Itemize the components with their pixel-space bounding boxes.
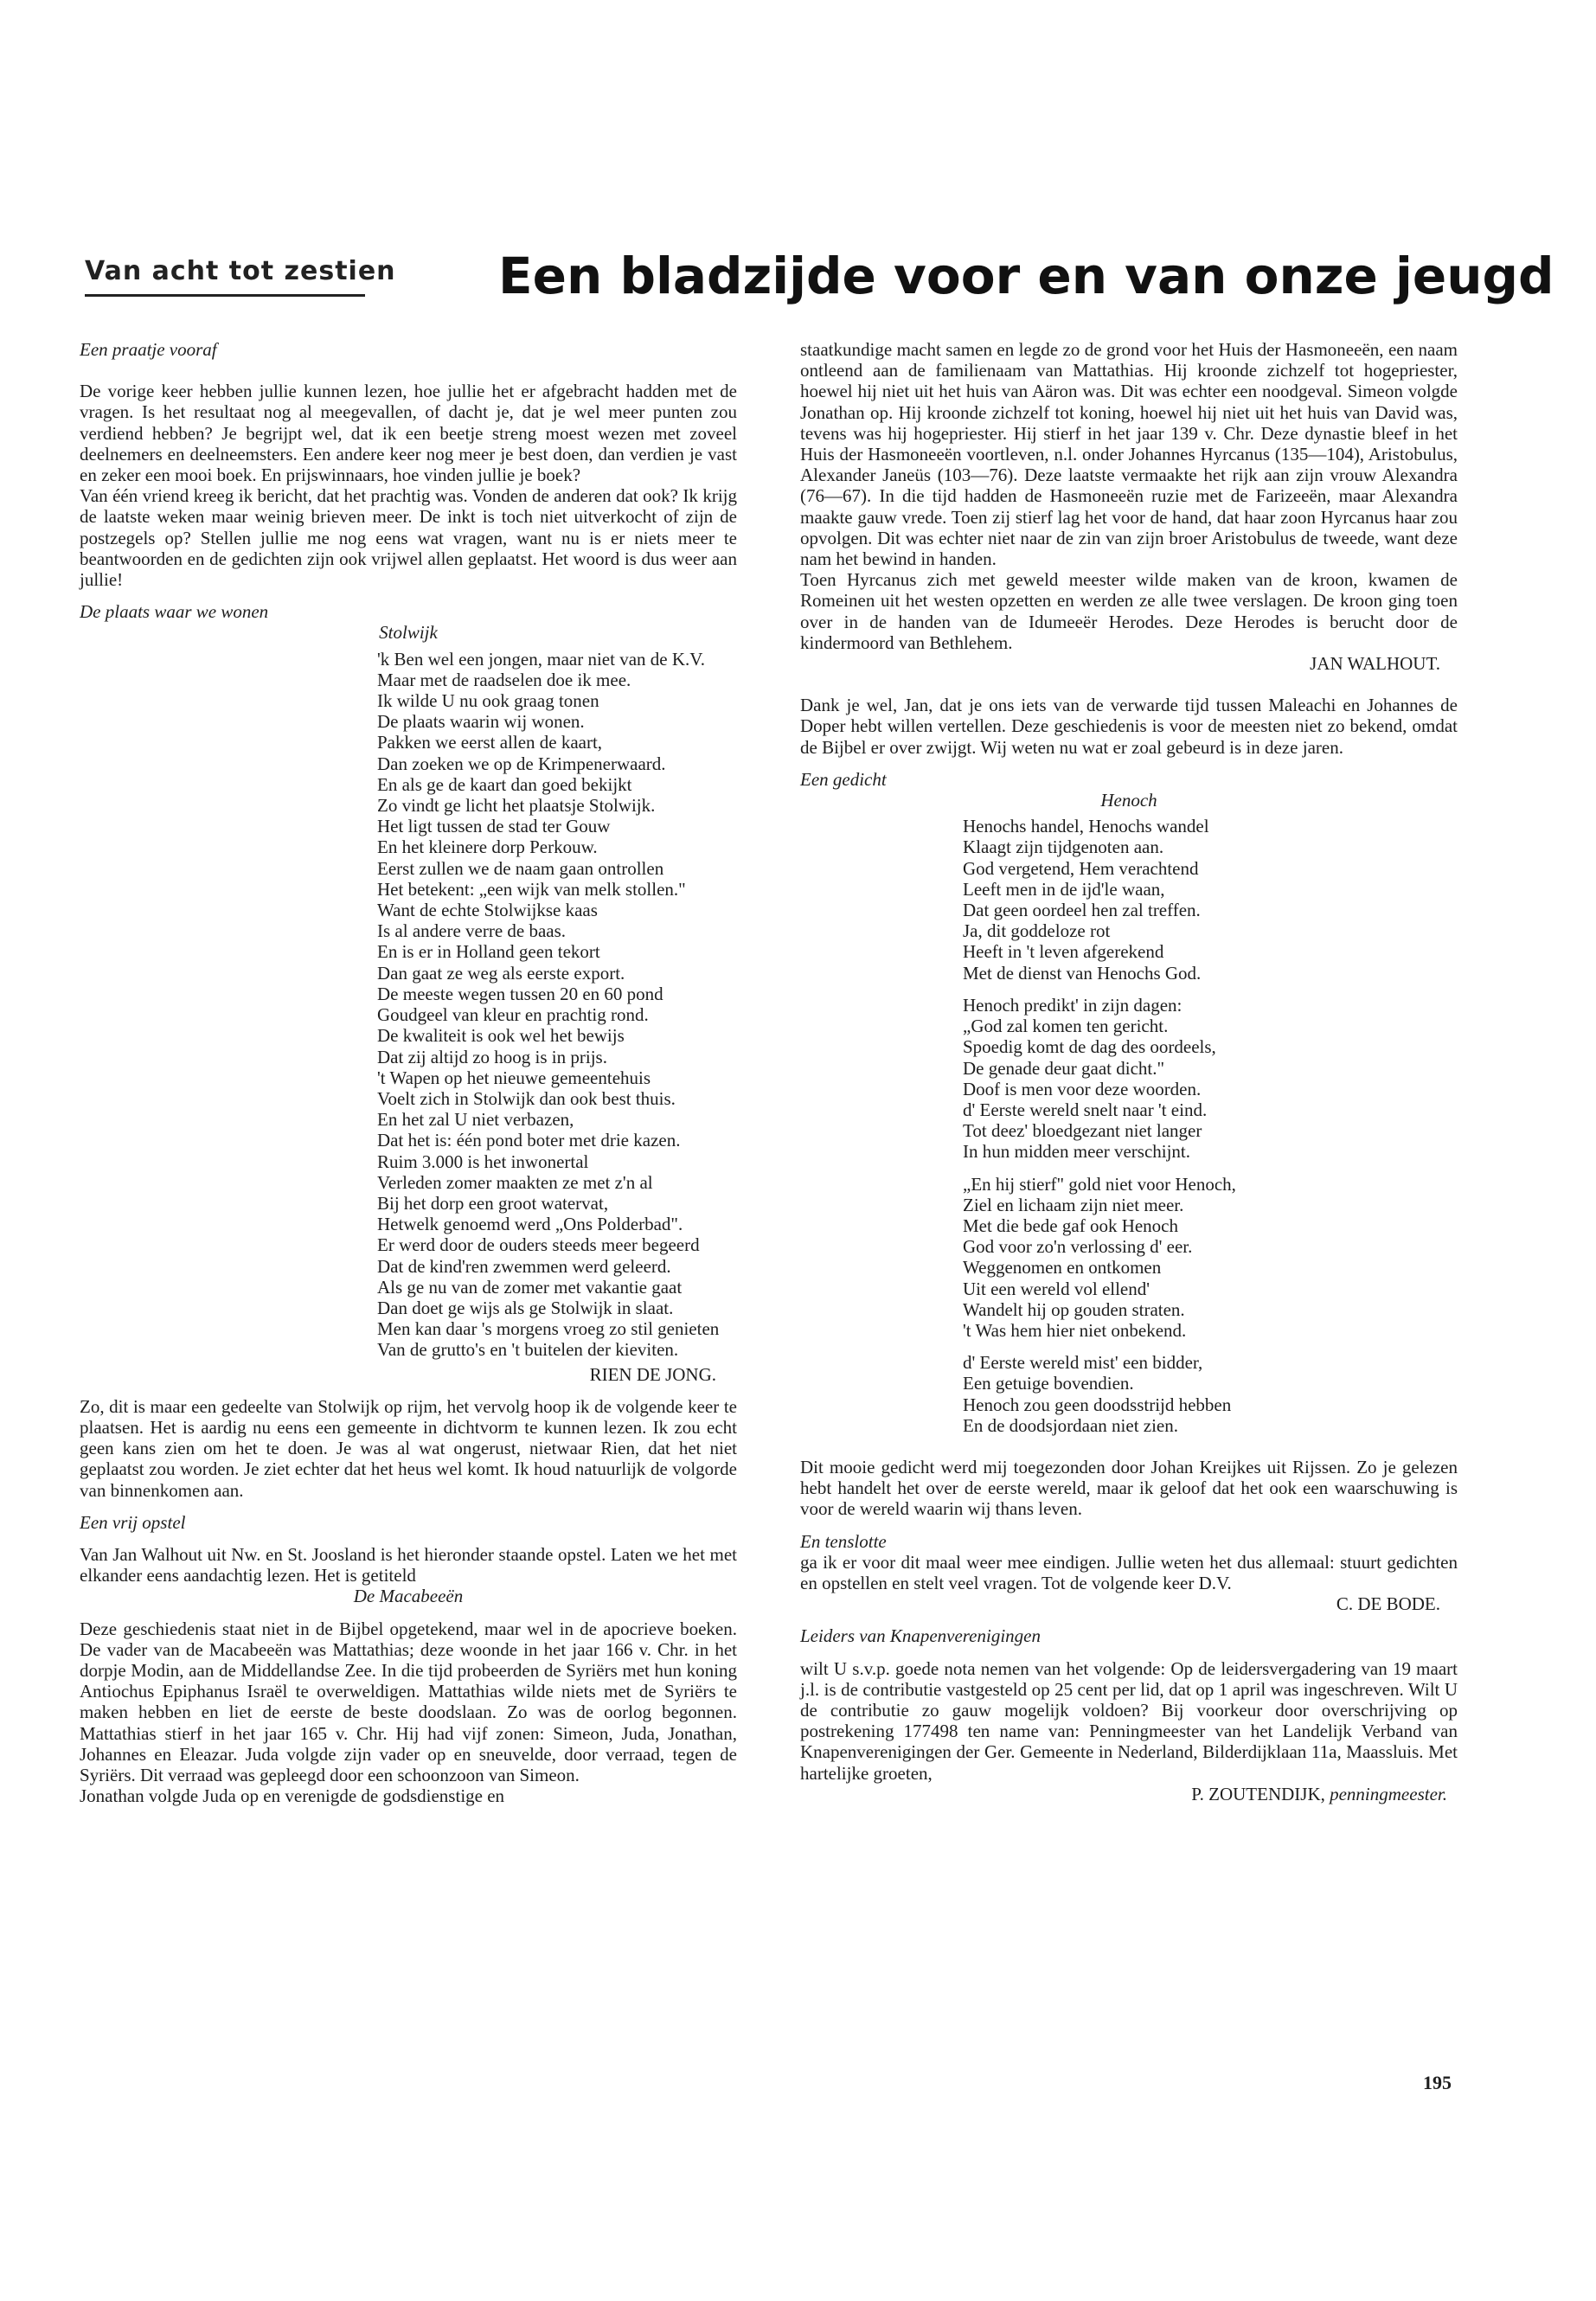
intro-paragraph-2: Van één vriend kreeg ik bericht, dat het prachtig was. Vonden de anderen dat ook? Ik krijg de laatste weken maar weinig brieven meer. De inkt is toch niet uitverkocht of zijn de postzegels op? Stellen jullie me nog eens wat vragen, want nu is er niets meer te beantwoorden en de gedichten zijn ook vrijwel allen geplaatst. Het woord is dus weer aan jullie! — [80, 485, 737, 591]
poem-line: Ziel en lichaam zijn niet meer. — [963, 1194, 1184, 1215]
poem-line: Dan gaat ze weg als eerste export. — [377, 962, 625, 984]
poem-line: De plaats waarin wij wonen. — [377, 711, 585, 733]
page-number: 195 — [1423, 2072, 1452, 2093]
poem-line: Is al andere verre de baas. — [377, 920, 567, 942]
poem-line: Spoedig komt de dag des oordeels, — [963, 1036, 1216, 1058]
essay-continued: staatkundige macht samen en legde zo de grond voor het Huis der Hasmoneeën, een naam ontleend aan de familienaam van Mattathias. Hij kroonde zichzelf tot hogepriester, hoewel hij niet uit het huis van Aäron was. Dit was echter een noodgeval. Simeon volgde Jonathan op. Hij kroonde zichzelf tot koning, hoewel hij niet uit het huis van David was, tevens was hij hogepriester. Hij stierf in het jaar 139 v. Chr. Deze dynastie bleef in het Huis der Hasmoneeën voortleven, n.l. onder Johannes Hyrcanus (135—104), Aristobulus, Alexander Janeüs (103—76). Deze laatste vermaakte het rijk aan zijn vrouw Alexandra (76—67). In die tijd hadden de Hasmoneeën ruzie met de Farizeeën, maar Alexandra maakte gauw vrede. Toen zij stierf lag het voor de hand, dat haar zoon Hyrcanus haar zou opvolgen. Dit was echter niet naar de zin van zijn broer Aristobulus de tweede, want deze nam het bewind in handen. — [800, 339, 1458, 570]
henoch-poem — [800, 816, 1458, 1436]
essay-heading: Een vrij opstel — [80, 1511, 186, 1533]
poem-line: De meeste wegen tussen 20 en 60 pond — [377, 983, 663, 1004]
poem-line: Voelt zich in Stolwijk dan ook best thuis. — [377, 1087, 676, 1109]
poem-line: In hun midden meer verschijnt. — [963, 1141, 1191, 1163]
poem-line: En als ge de kaart dan goed bekijkt — [377, 773, 632, 795]
poem-line: Men kan daar 's morgens vroeg zo stil genieten — [377, 1318, 720, 1340]
poem-line: Maar met de raadselen doe ik mee. — [377, 669, 631, 690]
poem-line: Ik wilde U nu ook graag tonen — [377, 690, 599, 712]
poem-line: Dan zoeken we op de Krimpenerwaard. — [377, 753, 666, 774]
intro-paragraph-1: De vorige keer hebben jullie kunnen lezen, hoe jullie het er afgebracht hadden met de vragen. Is het resultaat nog al meegevallen, of dacht je, dat je wel meer punten zou verdiend hebben? Je begrijpt wel, dat ik een beetje streng moest wezen met zoveel deelnemers en deelneemsters. Een andere keer nog meer je best doen, dan verdien je vast en zeker een mooi boek. En prijswinnaars, hoe vinden jullie je boek? — [80, 381, 737, 486]
leaders-heading: Leiders van Knapenverenigingen — [800, 1625, 1041, 1647]
poem-line: Henochs handel, Henochs wandel — [963, 816, 1209, 837]
poem-line: Dat het is: één pond boter met drie kazen. — [377, 1130, 681, 1151]
poem-line: Pakken we eerst allen de kaart, — [377, 732, 603, 753]
poem-line: En het zal U niet verbazen, — [377, 1109, 574, 1131]
poem-line: En de doodsjordaan niet zien. — [963, 1414, 1179, 1436]
poem-line: Bij het dorp een groot watervat, — [377, 1192, 609, 1214]
closing-heading: En tenslotte — [800, 1530, 887, 1552]
leaders-signature-name: P. ZOUTENDIJK, — [1191, 1783, 1325, 1804]
poem-line: God vergetend, Hem verachtend — [963, 857, 1199, 879]
poem-line: En het kleinere dorp Perkouw. — [377, 836, 598, 858]
poem-line: Leeft men in de ijd'le waan, — [963, 878, 1165, 900]
poem-line: Zo vindt ge licht het plaatsje Stolwijk. — [377, 795, 656, 817]
poem-line: Klaagt zijn tijdgenoten aan. — [963, 836, 1164, 858]
essay-body-last-line: Jonathan volgde Juda op en verenigde de godsdienstige en — [80, 1785, 505, 1807]
poem-line: Tot deez' bloedgezant niet langer — [963, 1120, 1202, 1142]
essay-body: Deze geschiedenis staat niet in de Bijbel opgetekend, maar wel in de apocrieve boeken. De vader van de Macabeeën was Mattathias; deze woonde in het jaar 166 v. Chr. in het dorpje Modin, aan de Middellandse Zee. In die tijd probeerden de Syriërs met hun koning Antiochus Epiphanus Israël te overweldigen. Mattathias wilde niets met de Syriërs te maken hebben en liet de eerste de beste doodslaan. Zo was de oorlog begonnen. Mattathias stierf in het jaar 165 v. Chr. Hij had vijf zonen: Simeon, Juda, Jonathan, Johannes en Eleazar. Juda volgde zijn vader op en sneuvelde, door verraad, tegen de Syriërs. Dit verraad was gepleegd door een schoonzoon van Simeon. — [80, 1618, 737, 1785]
essay-intro: Van Jan Walhout uit Nw. en St. Joosland is het hieronder staande opstel. Laten we het met elkander eens aandachtig lezen. Het is getiteld — [80, 1543, 737, 1586]
place-heading: De plaats waar we wonen — [80, 601, 269, 623]
poem-line: God voor zo'n verlossing d' eer. — [963, 1236, 1193, 1258]
right-column — [800, 339, 1458, 1804]
stolwijk-poem-title: Stolwijk — [379, 622, 438, 644]
poem-line: Het ligt tussen de stad ter Gouw — [377, 816, 611, 837]
poem-line: 't Was hem hier niet onbekend. — [963, 1319, 1187, 1341]
closing-signature: C. DE BODE. — [1336, 1593, 1440, 1615]
poem-line: d' Eerste wereld snelt naar 't eind. — [963, 1099, 1208, 1120]
leaders-text: wilt U s.v.p. goede nota nemen van het volgende: Op de leidersvergadering van 19 maart j.l. is de contributie vastgesteld op 25 cent per lid, dat op 1 april was ingeschreven. Wilt U de contributie zo gauw mogelijk voldoen? Bij voorkeur door overschrijving op postrekening 177498 ten name van: Penningmeester van het Landelijk Verband van Knapenverenigingen der Ger. Gemeente in Nederland, Bilderdijklaan 11a, Maassluis. Met hartelijke groeten, — [800, 1657, 1458, 1784]
poem-line: Heeft in 't leven afgerekend — [963, 941, 1164, 963]
poem-line: Ruim 3.000 is het inwonertal — [377, 1150, 589, 1172]
section-label: Van acht tot zestien — [85, 256, 396, 286]
poem-line: De kwaliteit is ook wel het bewijs — [377, 1025, 625, 1047]
poem-line: Er werd door de ouders steeds meer begeerd — [377, 1234, 700, 1256]
poem-line: De genade deur gaat dicht." — [963, 1057, 1165, 1079]
poem-line: Van de grutto's en 't buitelen der kieviten. — [377, 1339, 679, 1361]
essay-reply: Dank je wel, Jan, dat je ons iets van de verwarde tijd tussen Maleachi en Johannes de Doper hebt willen vertellen. Deze geschiedenis is voor de meesten niet zo bekend, omdat de Bijbel er over zwijgt. Wij weten nu wat er zoal gebeurd is in deze jaren. — [800, 695, 1458, 758]
poem-line: Als ge nu van de zomer met vakantie gaat — [377, 1276, 683, 1298]
poem-stanza — [963, 1174, 1458, 1342]
poem-line: Dat zij altijd zo hoog is in prijs. — [377, 1046, 607, 1067]
stolwijk-poem — [80, 649, 737, 1361]
poem-line: „En hij stierf" gold niet voor Henoch, — [963, 1173, 1236, 1195]
poem-line: Uit een wereld vol ellend' — [963, 1278, 1151, 1299]
poem-line: d' Eerste wereld mist' een bidder, — [963, 1352, 1203, 1374]
poem-line: Ja, dit goddeloze rot — [963, 920, 1111, 942]
page-headline: Een bladzijde voor en van onze jeugd — [498, 247, 1554, 305]
poem-line: Want de echte Stolwijkse kaas — [377, 900, 598, 921]
poem-line: Dat de kind'ren zwemmen werd geleerd. — [377, 1255, 671, 1277]
poem-line: Verleden zomer maakten ze met z'n al — [377, 1171, 653, 1193]
left-column — [80, 339, 737, 1806]
closing-text: ga ik er voor dit maal weer mee eindigen. Jullie weten het dus allemaal: stuurt gedichten en opstellen en stelt veel vragen. Tot de volgende keer D.V. — [800, 1551, 1458, 1593]
henoch-poem-title: Henoch — [1100, 790, 1157, 811]
poem-line: Wandelt hij op gouden straten. — [963, 1298, 1185, 1320]
poem-line: Met die bede gaf ook Henoch — [963, 1215, 1178, 1236]
poem-line: Dan doet ge wijs als ge Stolwijk in slaat. — [377, 1297, 674, 1318]
poem-line: Eerst zullen we de naam gaan ontrollen — [377, 857, 664, 879]
poem-line: Henoch zou geen doodsstrijd hebben — [963, 1394, 1232, 1415]
poem-line: Goudgeel van kleur en prachtig rond. — [377, 1004, 649, 1026]
poem-line: Het betekent: „een wijk van melk stollen." — [377, 878, 686, 900]
poem-line: Weggenomen en ontkomen — [963, 1257, 1162, 1279]
intro-heading: Een praatje vooraf — [80, 339, 217, 360]
poem-line: Dat geen oordeel hen zal treffen. — [963, 900, 1201, 921]
poem-stanza — [963, 995, 1458, 1163]
leaders-signature-role: penningmeester. — [1330, 1783, 1447, 1804]
essay-signature: JAN WALHOUT. — [1310, 653, 1440, 675]
after-poem-paragraph: Zo, dit is maar een gedeelte van Stolwijk op rijm, het vervolg hoop ik de volgende keer te plaatsen. Het is aardig nu eens een gemeente in dichtvorm te kunnen lezen. Ik zou echt geen kans zien om het te doen. Je was al wat ongerust, nietwaar Rien, dat het niet geplaatst zou worden. Je ziet echter dat het heus wel komt. Ik houd natuurlijk de volgorde van binnenkomen aan. — [80, 1395, 737, 1501]
poem-stanza — [963, 1352, 1458, 1436]
poem-line: Henoch predikt' in zijn dagen: — [963, 994, 1183, 1016]
essay-continued-2: Toen Hyrcanus zich met geweld meester wilde maken van de kroon, kwamen de Romeinen uit het westen opzetten en werden ze alle twee verslagen. De kroon ging toen over in de handen van de Idumeeër Herodes. Deze Herodes is berucht door de kindermoord van Bethlehem. — [800, 569, 1458, 653]
poem-stanza — [963, 816, 1458, 984]
section-rule — [85, 294, 365, 297]
essay-title: De Macabeeën — [353, 1586, 464, 1607]
poem-note: Dit mooie gedicht werd mij toegezonden door Johan Kreijkes uit Rijssen. Zo je gelezen hebt handelt het over de eerste wereld, maar ik geloof dat het ook een waarschuwing is voor de wereld waarin wij thans leven. — [800, 1456, 1458, 1520]
poem-line: Een getuige bovendien. — [963, 1373, 1134, 1394]
poem-line: 't Wapen op het nieuwe gemeentehuis — [377, 1067, 651, 1088]
stolwijk-poem-signature: RIEN DE JONG. — [589, 1363, 716, 1385]
poem-line: Doof is men voor deze woorden. — [963, 1078, 1202, 1099]
poem-line: En is er in Holland geen tekort — [377, 941, 600, 963]
poem-line: Hetwelk genoemd werd „Ons Polderbad". — [377, 1214, 683, 1235]
poem-line: Met de dienst van Henochs God. — [963, 962, 1202, 984]
poem-line: 'k Ben wel een jongen, maar niet van de K.V. — [377, 648, 705, 670]
leaders-signature — [800, 1784, 1458, 1804]
poem-line: „God zal komen ten gericht. — [963, 1016, 1169, 1037]
poem-heading: Een gedicht — [800, 768, 887, 790]
